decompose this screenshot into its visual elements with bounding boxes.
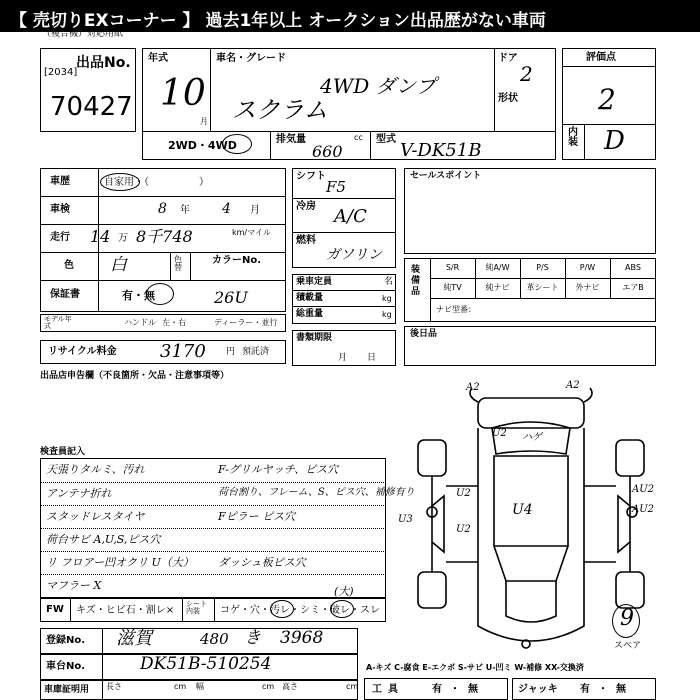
reg-number: 3968 xyxy=(280,628,324,648)
inspector-note-right: F-グリルヤッチ、ピス穴 xyxy=(218,463,339,476)
stain-circle xyxy=(270,600,294,618)
model-label: 型式 xyxy=(376,134,396,145)
damage-mark: AU2 xyxy=(632,504,655,515)
mileage-rest: 8千748 xyxy=(136,227,193,246)
door-label: ドア xyxy=(498,53,518,64)
warranty-circle xyxy=(146,283,174,305)
spare-label: スペア xyxy=(614,641,642,651)
damage-mark: A2 xyxy=(566,380,580,391)
lot-number: 70427 xyxy=(50,92,133,122)
recycle-label: リサイクル料金 xyxy=(48,346,117,357)
year-value: 10 xyxy=(160,73,206,114)
inspector-note: マフラー X xyxy=(46,579,102,592)
reg-kana: き xyxy=(244,628,261,648)
page-banner: 【 売切りEXコーナー 】 過去1年以上 オークション出品歴がない車両 xyxy=(0,0,700,32)
inspection-label: 車検 xyxy=(50,204,70,215)
warranty-options: 有・無 xyxy=(122,289,155,302)
damage-mark: U2 xyxy=(456,488,471,499)
damage-mark: U2 xyxy=(456,524,471,535)
model-value: V-DK51B xyxy=(400,140,482,161)
spare-value: 9 xyxy=(620,606,634,631)
damage-mark: A2 xyxy=(466,382,480,393)
drive-selected-circle xyxy=(222,134,252,154)
color-value: 白 xyxy=(110,255,127,275)
inspector-note: リ フロアー凹オクリ U（大） xyxy=(46,556,194,569)
door-value: 2 xyxy=(520,62,533,86)
displacement-value: 660 xyxy=(312,142,343,161)
lot-tag: [2034] xyxy=(44,67,78,78)
mileage-label: 走行 xyxy=(50,232,70,243)
damage-mark: U4 xyxy=(512,502,533,518)
color-no-label: カラーNo. xyxy=(212,255,262,266)
damage-mark: U3 xyxy=(398,514,413,525)
car-grade: 4WD ダンプ xyxy=(320,74,436,98)
shift-value: F5 xyxy=(326,178,346,196)
color-no-value: 26U xyxy=(214,288,248,307)
history-label: 車歴 xyxy=(50,176,70,187)
history-options: 自家用・（ ） xyxy=(104,177,209,188)
inspector-note: 荷台サビ A,U,S,ピス穴 xyxy=(46,533,161,546)
damage-mark: AU2 xyxy=(632,484,655,495)
aircon-value: A/C xyxy=(334,206,367,227)
recycle-value: 3170 xyxy=(160,341,206,362)
inspector-label: 検査員記入 xyxy=(40,447,86,457)
declaration-label: 出品店申告欄（不良箇所・欠品・注意事項等） xyxy=(40,371,230,381)
inspector-note: スタッドレスタイヤ xyxy=(46,510,145,523)
interior-label: 内装 xyxy=(568,127,578,148)
lot-label: 出品No. xyxy=(76,55,131,71)
warranty-label: 保証書 xyxy=(50,289,80,300)
score-value: 2 xyxy=(598,83,616,116)
interior-value: D xyxy=(604,126,625,156)
displacement-label: 排気量 xyxy=(276,134,306,145)
paper-note: （複合機）対応用紙 xyxy=(42,29,124,39)
reg-area: 滋賀 xyxy=(116,628,152,649)
inspector-note-right: Fピラー ピス穴 xyxy=(218,510,296,523)
damage-mark: U2 xyxy=(492,428,507,439)
chassis-value: DK51B-510254 xyxy=(140,654,272,674)
drive-label: 2WD・4WD xyxy=(168,139,237,152)
year-label: 年式 xyxy=(148,53,168,64)
reg-class: 480 xyxy=(200,630,229,648)
inspector-note-right: ダッシュ板ピス穴 xyxy=(218,556,306,569)
seat-items: コゲ・穴・汚レ・シミ・破レ・スレ xyxy=(220,605,380,616)
shape-label: 形状 xyxy=(498,93,518,104)
mileage-man: 14 xyxy=(90,227,111,246)
score-label: 評価点 xyxy=(586,52,616,63)
inspector-note: 天張りタルミ、汚れ xyxy=(46,463,145,476)
damage-mark: ハゲ xyxy=(522,432,542,443)
tear-circle xyxy=(330,600,354,618)
color-label: 色 xyxy=(64,260,74,271)
car-name: スクラム xyxy=(232,96,328,124)
fuel-value: ガソリン xyxy=(326,247,382,263)
fw-items: キズ・ヒビ石・割レ× xyxy=(76,605,175,616)
inspector-note: アンテナ折れ xyxy=(46,487,112,500)
remarks-box xyxy=(404,326,656,366)
equipment-label: 装備品 xyxy=(411,265,421,297)
history-circle xyxy=(100,173,140,191)
car-label: 車名・グレード xyxy=(216,53,286,64)
inspector-note-right: 荷台割り、フレーム、S、ピス穴、補修有り xyxy=(218,487,415,498)
damage-legend: A-キズ C-腐食 E-エクボ S-サビ U-凹ミ W-補修 XX-交換済 xyxy=(366,663,584,672)
